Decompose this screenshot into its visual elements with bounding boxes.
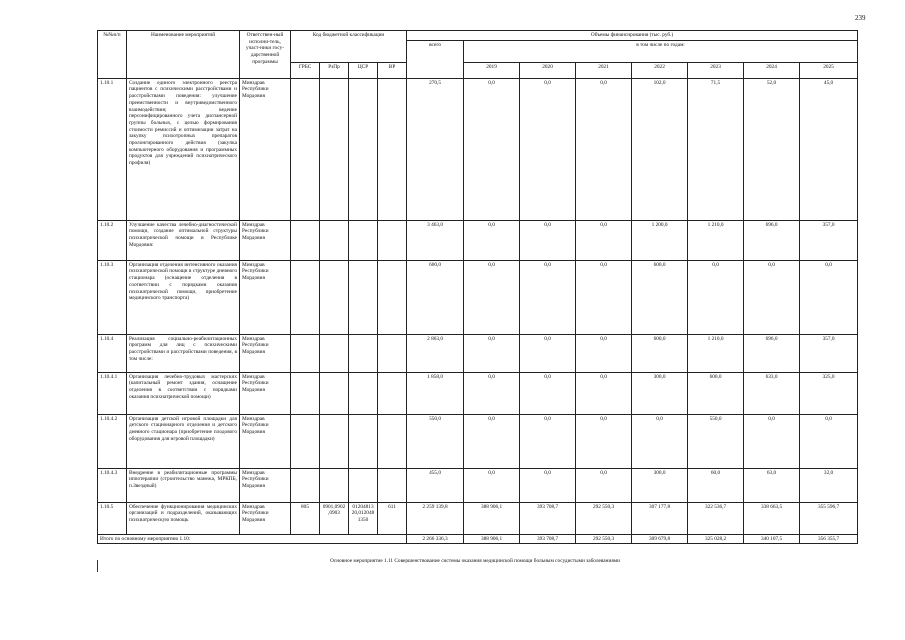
row-responsible: Минздрав Республики Мордовия <box>240 468 291 502</box>
header-num: №№п/п <box>98 31 127 79</box>
row-year-value: 63,0 <box>744 468 800 502</box>
row-number: 1.10.5 <box>98 502 127 534</box>
row-total: 550,0 <box>407 414 464 468</box>
row-vr <box>378 334 407 372</box>
row-csr <box>349 414 378 468</box>
row-year-value: 292 550,3 <box>576 502 632 534</box>
row-grbs <box>291 78 320 220</box>
row-year-value: 1 200,0 <box>632 220 688 260</box>
row-year-value: 357,0 <box>800 220 858 260</box>
row-year-value: 393 708,7 <box>520 502 576 534</box>
row-grbs <box>291 372 320 414</box>
row-total: 2 259 139,8 <box>407 502 464 534</box>
row-rzpr <box>320 414 349 468</box>
row-year-value: 0,0 <box>800 414 858 468</box>
header-year: 2020 <box>520 62 576 78</box>
row-rzpr <box>320 468 349 502</box>
row-name: Обеспечение функционирования медицинских организаций и подразделений, оказывающих психиатрическую помощь <box>127 502 240 534</box>
row-year-value: 32,0 <box>800 468 858 502</box>
row-year-value: 600,0 <box>632 260 688 334</box>
row-year-value: 0,0 <box>464 468 520 502</box>
row-vr: 611 <box>378 502 407 534</box>
row-year-value: 696,0 <box>744 220 800 260</box>
row-total: 3 463,0 <box>407 220 464 260</box>
row-year-value: 0,0 <box>464 372 520 414</box>
row-name: Организация детской игровой площадки для детского стационарного отделения и детского дневного стационара (приобретение плодового оборудования для игровой площадки) <box>127 414 240 468</box>
header-year: 2019 <box>464 62 520 78</box>
row-year-value: 600,0 <box>632 334 688 372</box>
row-year-value: 357,0 <box>800 334 858 372</box>
row-year-value: 300,0 <box>632 372 688 414</box>
table-row <box>98 260 858 334</box>
row-year-value: 0,0 <box>520 220 576 260</box>
row-year-value: 0,0 <box>464 78 520 220</box>
header-name: Наименование мероприятий <box>127 31 240 79</box>
row-year-value: 1 210,0 <box>688 334 744 372</box>
table-row <box>98 414 858 468</box>
row-grbs <box>291 220 320 260</box>
row-grbs: 805 <box>291 502 320 534</box>
header-year: 2021 <box>576 62 632 78</box>
total-year: 356 355,7 <box>800 534 858 544</box>
row-vr <box>378 414 407 468</box>
row-number: 1.10.1 <box>98 78 127 220</box>
row-csr <box>349 78 378 220</box>
row-name: Организация отделения интенсивного оказания психиатрической помощи в структуре дневного стационара (оснащение отделения в соответствии с порядками оказания психиатрической помощи, приобретение медицинского транспорта) <box>127 260 240 334</box>
table-row <box>98 334 858 372</box>
row-year-value: 0,0 <box>744 260 800 334</box>
row-name: Внедрение в реабилитационные программы иппотерапии (строительство манежа, МРКПБ, п.Звездный) <box>127 468 240 502</box>
row-responsible: Минздрав Республики Мордовия <box>240 220 291 260</box>
row-year-value: 0,0 <box>464 334 520 372</box>
table-row <box>98 502 858 534</box>
row-year-value: 355 596,7 <box>800 502 858 534</box>
row-year-value: 322 536,7 <box>688 502 744 534</box>
row-total: 2 863,0 <box>407 334 464 372</box>
row-year-value: 550,0 <box>688 414 744 468</box>
row-year-value: 60,0 <box>688 468 744 502</box>
row-number: 1.10.4.2 <box>98 414 127 468</box>
row-year-value: 1 210,0 <box>688 220 744 260</box>
row-rzpr <box>320 334 349 372</box>
row-name: Создание единого электронного реестра пациентов с психическими расстройствами и расстройствами поведения: улучшение преемственности и внутриведомственного взаимодействия; ведение персонифицированного учета диспансерной группы больных, с целью формирования стоимости ремиссий и оптимизации затрат на закупку психотропных препаратов пролонгированного действия (закупка компьютерного оборудования и программных продуктов для учреждений психиатрического профиля) <box>127 78 240 220</box>
table-row <box>98 468 858 502</box>
header-incl: в том числе по годам: <box>464 40 858 62</box>
header-grbs: ГРБС <box>291 62 320 78</box>
row-year-value: 0,0 <box>744 414 800 468</box>
row-responsible: Минздрав Республики Мордовия <box>240 502 291 534</box>
header-total: всего <box>407 40 464 78</box>
row-responsible: Минздрав Республики Мордовия <box>240 372 291 414</box>
header-rzpr: РзПр <box>320 62 349 78</box>
row-year-value: 0,0 <box>576 372 632 414</box>
row-year-value: 0,0 <box>576 220 632 260</box>
row-name: Улучшение качества лечебно-диагностической помощи, создание оптимальной структуры психиатрической помощи в Республике Мордовия: <box>127 220 240 260</box>
row-year-value: 0,0 <box>520 468 576 502</box>
row-number: 1.10.2 <box>98 220 127 260</box>
row-year-value: 300,0 <box>632 468 688 502</box>
row-number: 1.10.4.1 <box>98 372 127 414</box>
header-responsible: Ответствен-ный исполни-тель, участ-ники госу-дарственной программы <box>240 31 291 79</box>
row-year-value: 0,0 <box>688 260 744 334</box>
next-section-heading: Основное мероприятие 1.11 Совершенствование системы оказания медицинской помощи больным сосудистыми заболеваниями <box>330 558 620 564</box>
row-responsible: Минздрав Республики Мордовия <box>240 334 291 372</box>
row-number: 1.10.4.3 <box>98 468 127 502</box>
margin-line <box>97 560 98 572</box>
total-label: Итого по основному мероприятию 1.10: <box>98 534 407 544</box>
page-number: 239 <box>855 14 866 22</box>
row-total: 600,0 <box>407 260 464 334</box>
row-vr <box>378 78 407 220</box>
row-name: Организация лечебно-трудовых мастерских (капитальный ремонт здания, оснащение отделения в соответствии с порядками оказания психиатрической помощи) <box>127 372 240 414</box>
row-year-value: 71,5 <box>688 78 744 220</box>
row-total: 270,5 <box>407 78 464 220</box>
row-csr <box>349 468 378 502</box>
row-year-value: 52,0 <box>744 78 800 220</box>
row-year-value: 0,0 <box>576 260 632 334</box>
row-rzpr <box>320 260 349 334</box>
table-row <box>98 78 858 220</box>
row-year-value: 45,0 <box>800 78 858 220</box>
row-year-value: 600,0 <box>688 372 744 414</box>
table-row <box>98 372 858 414</box>
row-responsible: Минздрав Республики Мордовия <box>240 260 291 334</box>
row-number: 1.10.3 <box>98 260 127 334</box>
total-year: 388 906,1 <box>464 534 520 544</box>
row-year-value: 388 906,1 <box>464 502 520 534</box>
header-year: 2024 <box>744 62 800 78</box>
total-year: 292 550,3 <box>576 534 632 544</box>
table-row <box>98 220 858 260</box>
row-year-value: 0,0 <box>520 78 576 220</box>
row-grbs <box>291 468 320 502</box>
row-year-value: 0,0 <box>520 260 576 334</box>
row-year-value: 0,0 <box>520 414 576 468</box>
row-total: 455,0 <box>407 468 464 502</box>
header-budget-code: Код бюджетной классификации <box>291 31 407 63</box>
row-name: Реализация социально-реабилитационных программ для лиц с психическими расстройствами и расстройствами поведения, в том числе: <box>127 334 240 372</box>
header-year: 2022 <box>632 62 688 78</box>
row-csr <box>349 334 378 372</box>
header-vr: ВР <box>378 62 407 78</box>
row-vr <box>378 372 407 414</box>
row-number: 1.10.4 <box>98 334 127 372</box>
header-csr: ЦСР <box>349 62 378 78</box>
row-year-value: 0,0 <box>576 334 632 372</box>
row-year-value: 0,0 <box>464 220 520 260</box>
row-grbs <box>291 334 320 372</box>
row-vr <box>378 468 407 502</box>
total-year: 340 107,5 <box>744 534 800 544</box>
row-year-value: 0,0 <box>464 414 520 468</box>
row-total: 1 858,0 <box>407 372 464 414</box>
row-csr <box>349 220 378 260</box>
row-year-value: 0,0 <box>520 372 576 414</box>
row-year-value: 102,0 <box>632 78 688 220</box>
row-csr <box>349 260 378 334</box>
total-row <box>98 534 858 544</box>
row-year-value: 0,0 <box>576 414 632 468</box>
row-grbs <box>291 260 320 334</box>
row-grbs <box>291 414 320 468</box>
row-year-value: 696,0 <box>744 334 800 372</box>
row-csr: 01204813 20,012048 1350 <box>349 502 378 534</box>
total-year: 393 708,7 <box>520 534 576 544</box>
total-year: 325 028,2 <box>688 534 744 544</box>
row-rzpr: 0901,0902 ,0903 <box>320 502 349 534</box>
row-year-value: 0,0 <box>520 334 576 372</box>
total-year: 309 679,8 <box>632 534 688 544</box>
row-year-value: 325,0 <box>800 372 858 414</box>
row-year-value: 307 177,8 <box>632 502 688 534</box>
row-responsible: Минздрав Республики Мордовия <box>240 414 291 468</box>
row-year-value: 633,0 <box>744 372 800 414</box>
header-volume: Объемы финансирования (тыс. руб.) <box>407 31 858 41</box>
row-vr <box>378 220 407 260</box>
row-rzpr <box>320 372 349 414</box>
total-sum: 2 266 336,3 <box>407 534 464 544</box>
row-responsible: Минздрав Республики Мордовия <box>240 78 291 220</box>
header-year: 2023 <box>688 62 744 78</box>
row-csr <box>349 372 378 414</box>
row-year-value: 0,0 <box>800 260 858 334</box>
row-year-value: 0,0 <box>464 260 520 334</box>
row-year-value: 0,0 <box>576 78 632 220</box>
row-rzpr <box>320 78 349 220</box>
row-year-value: 0,0 <box>632 414 688 468</box>
header-year: 2025 <box>800 62 858 78</box>
row-year-value: 338 663,5 <box>744 502 800 534</box>
row-vr <box>378 260 407 334</box>
financing-table <box>97 30 858 544</box>
row-year-value: 0,0 <box>576 468 632 502</box>
row-rzpr <box>320 220 349 260</box>
